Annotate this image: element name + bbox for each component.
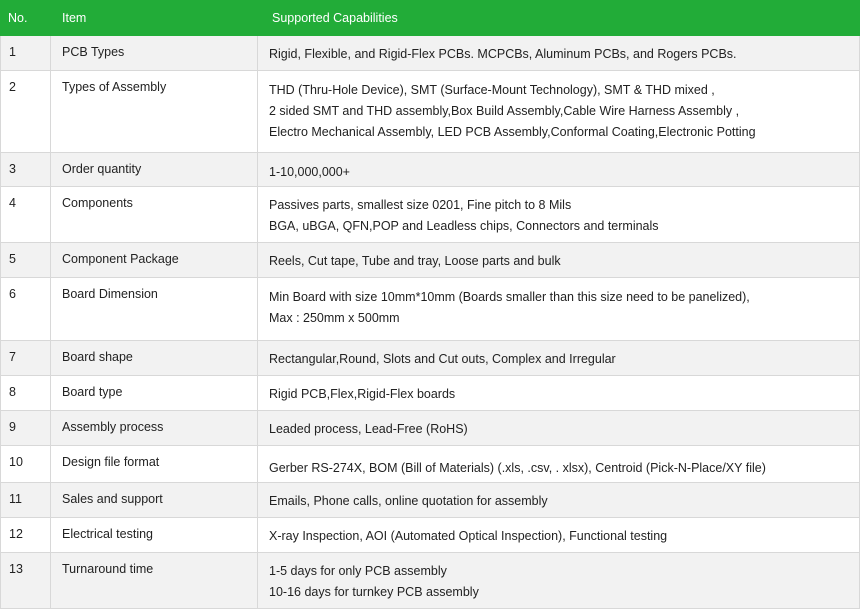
header-item: Item	[62, 10, 87, 25]
row-item: Board Dimension	[51, 278, 258, 340]
row-number: 8	[0, 376, 51, 410]
capability-line: 2 sided SMT and THD assembly,Box Build Assembly,Cable Wire Harness Assembly ,	[269, 104, 740, 118]
row-number: 13	[0, 553, 51, 608]
table-row	[0, 411, 860, 446]
row-item: PCB Types	[51, 36, 258, 70]
capability-line: BGA, uBGA, QFN,POP and Leadless chips, Connectors and terminals	[269, 219, 659, 233]
row-item: Sales and support	[51, 483, 258, 517]
capability-line: Passives parts, smallest size 0201, Fine pitch to 8 Mils	[269, 198, 572, 212]
row-capabilities	[258, 483, 860, 517]
row-item: Order quantity	[51, 153, 258, 186]
row-capabilities	[258, 243, 860, 277]
row-capabilities	[258, 411, 860, 445]
capability-line: Min Board with size 10mm*10mm (Boards smaller than this size need to be panelized),	[269, 290, 750, 304]
row-number: 11	[0, 483, 51, 517]
capability-line: Emails, Phone calls, online quotation for assembly	[269, 494, 548, 508]
table-row	[0, 278, 860, 341]
row-number: 5	[0, 243, 51, 277]
row-number: 6	[0, 278, 51, 340]
capability-line: Electro Mechanical Assembly, LED PCB Assembly,Conformal Coating,Electronic Potting	[269, 125, 756, 139]
table-row	[0, 446, 860, 483]
header-no: No.	[8, 10, 28, 25]
row-capabilities	[258, 187, 860, 242]
capability-line: Leaded process, Lead-Free (RoHS)	[269, 422, 468, 436]
capability-line: 1-5 days for only PCB assembly	[269, 564, 447, 578]
row-capabilities	[258, 446, 860, 482]
table-row	[0, 483, 860, 518]
row-number: 10	[0, 446, 51, 482]
row-number: 12	[0, 518, 51, 552]
row-capabilities	[258, 341, 860, 375]
row-number: 4	[0, 187, 51, 242]
capability-line: Rigid PCB,Flex,Rigid-Flex boards	[269, 387, 456, 401]
row-number: 7	[0, 341, 51, 375]
capability-line: THD (Thru-Hole Device), SMT (Surface-Mount Technology), SMT & THD mixed ,	[269, 83, 715, 97]
row-capabilities	[258, 153, 860, 186]
table-row	[0, 243, 860, 278]
row-number: 2	[0, 71, 51, 152]
row-capabilities	[258, 71, 860, 152]
capability-line: Rigid, Flexible, and Rigid-Flex PCBs. MCPCBs, Aluminum PCBs, and Rogers PCBs.	[269, 47, 737, 61]
row-capabilities	[258, 376, 860, 410]
table-header	[0, 0, 860, 36]
table-row	[0, 376, 860, 411]
row-item: Component Package	[51, 243, 258, 277]
row-capabilities	[258, 278, 860, 340]
table-row	[0, 518, 860, 553]
row-item: Board type	[51, 376, 258, 410]
row-capabilities	[258, 36, 860, 70]
capability-line: Rectangular,Round, Slots and Cut outs, Complex and Irregular	[269, 352, 616, 366]
row-capabilities	[258, 553, 860, 608]
row-item: Assembly process	[51, 411, 258, 445]
row-item: Turnaround time	[51, 553, 258, 608]
capability-line: Gerber RS-274X, BOM (Bill of Materials) (.xls, .csv, . xlsx), Centroid (Pick-N-Place/XY file)	[269, 461, 766, 475]
row-capabilities	[258, 518, 860, 552]
capability-line: 1-10,000,000+	[269, 165, 350, 179]
row-number: 9	[0, 411, 51, 445]
row-number: 1	[0, 36, 51, 70]
row-number: 3	[0, 153, 51, 186]
table-row	[0, 553, 860, 609]
table-row	[0, 187, 860, 243]
capability-line: X-ray Inspection, AOI (Automated Optical Inspection), Functional testing	[269, 529, 668, 543]
table-row	[0, 36, 860, 71]
capability-line: 10-16 days for turnkey PCB assembly	[269, 585, 479, 599]
row-item: Design file format	[51, 446, 258, 482]
row-item: Components	[51, 187, 258, 242]
table-row	[0, 341, 860, 376]
row-item: Board shape	[51, 341, 258, 375]
table-row	[0, 71, 860, 153]
row-item: Types of Assembly	[51, 71, 258, 152]
header-capabilities: Supported Capabilities	[272, 10, 398, 25]
row-item: Electrical testing	[51, 518, 258, 552]
capability-line: Max : 250mm x 500mm	[269, 311, 400, 325]
capability-line: Reels, Cut tape, Tube and tray, Loose parts and bulk	[269, 254, 561, 268]
table-row	[0, 153, 860, 187]
